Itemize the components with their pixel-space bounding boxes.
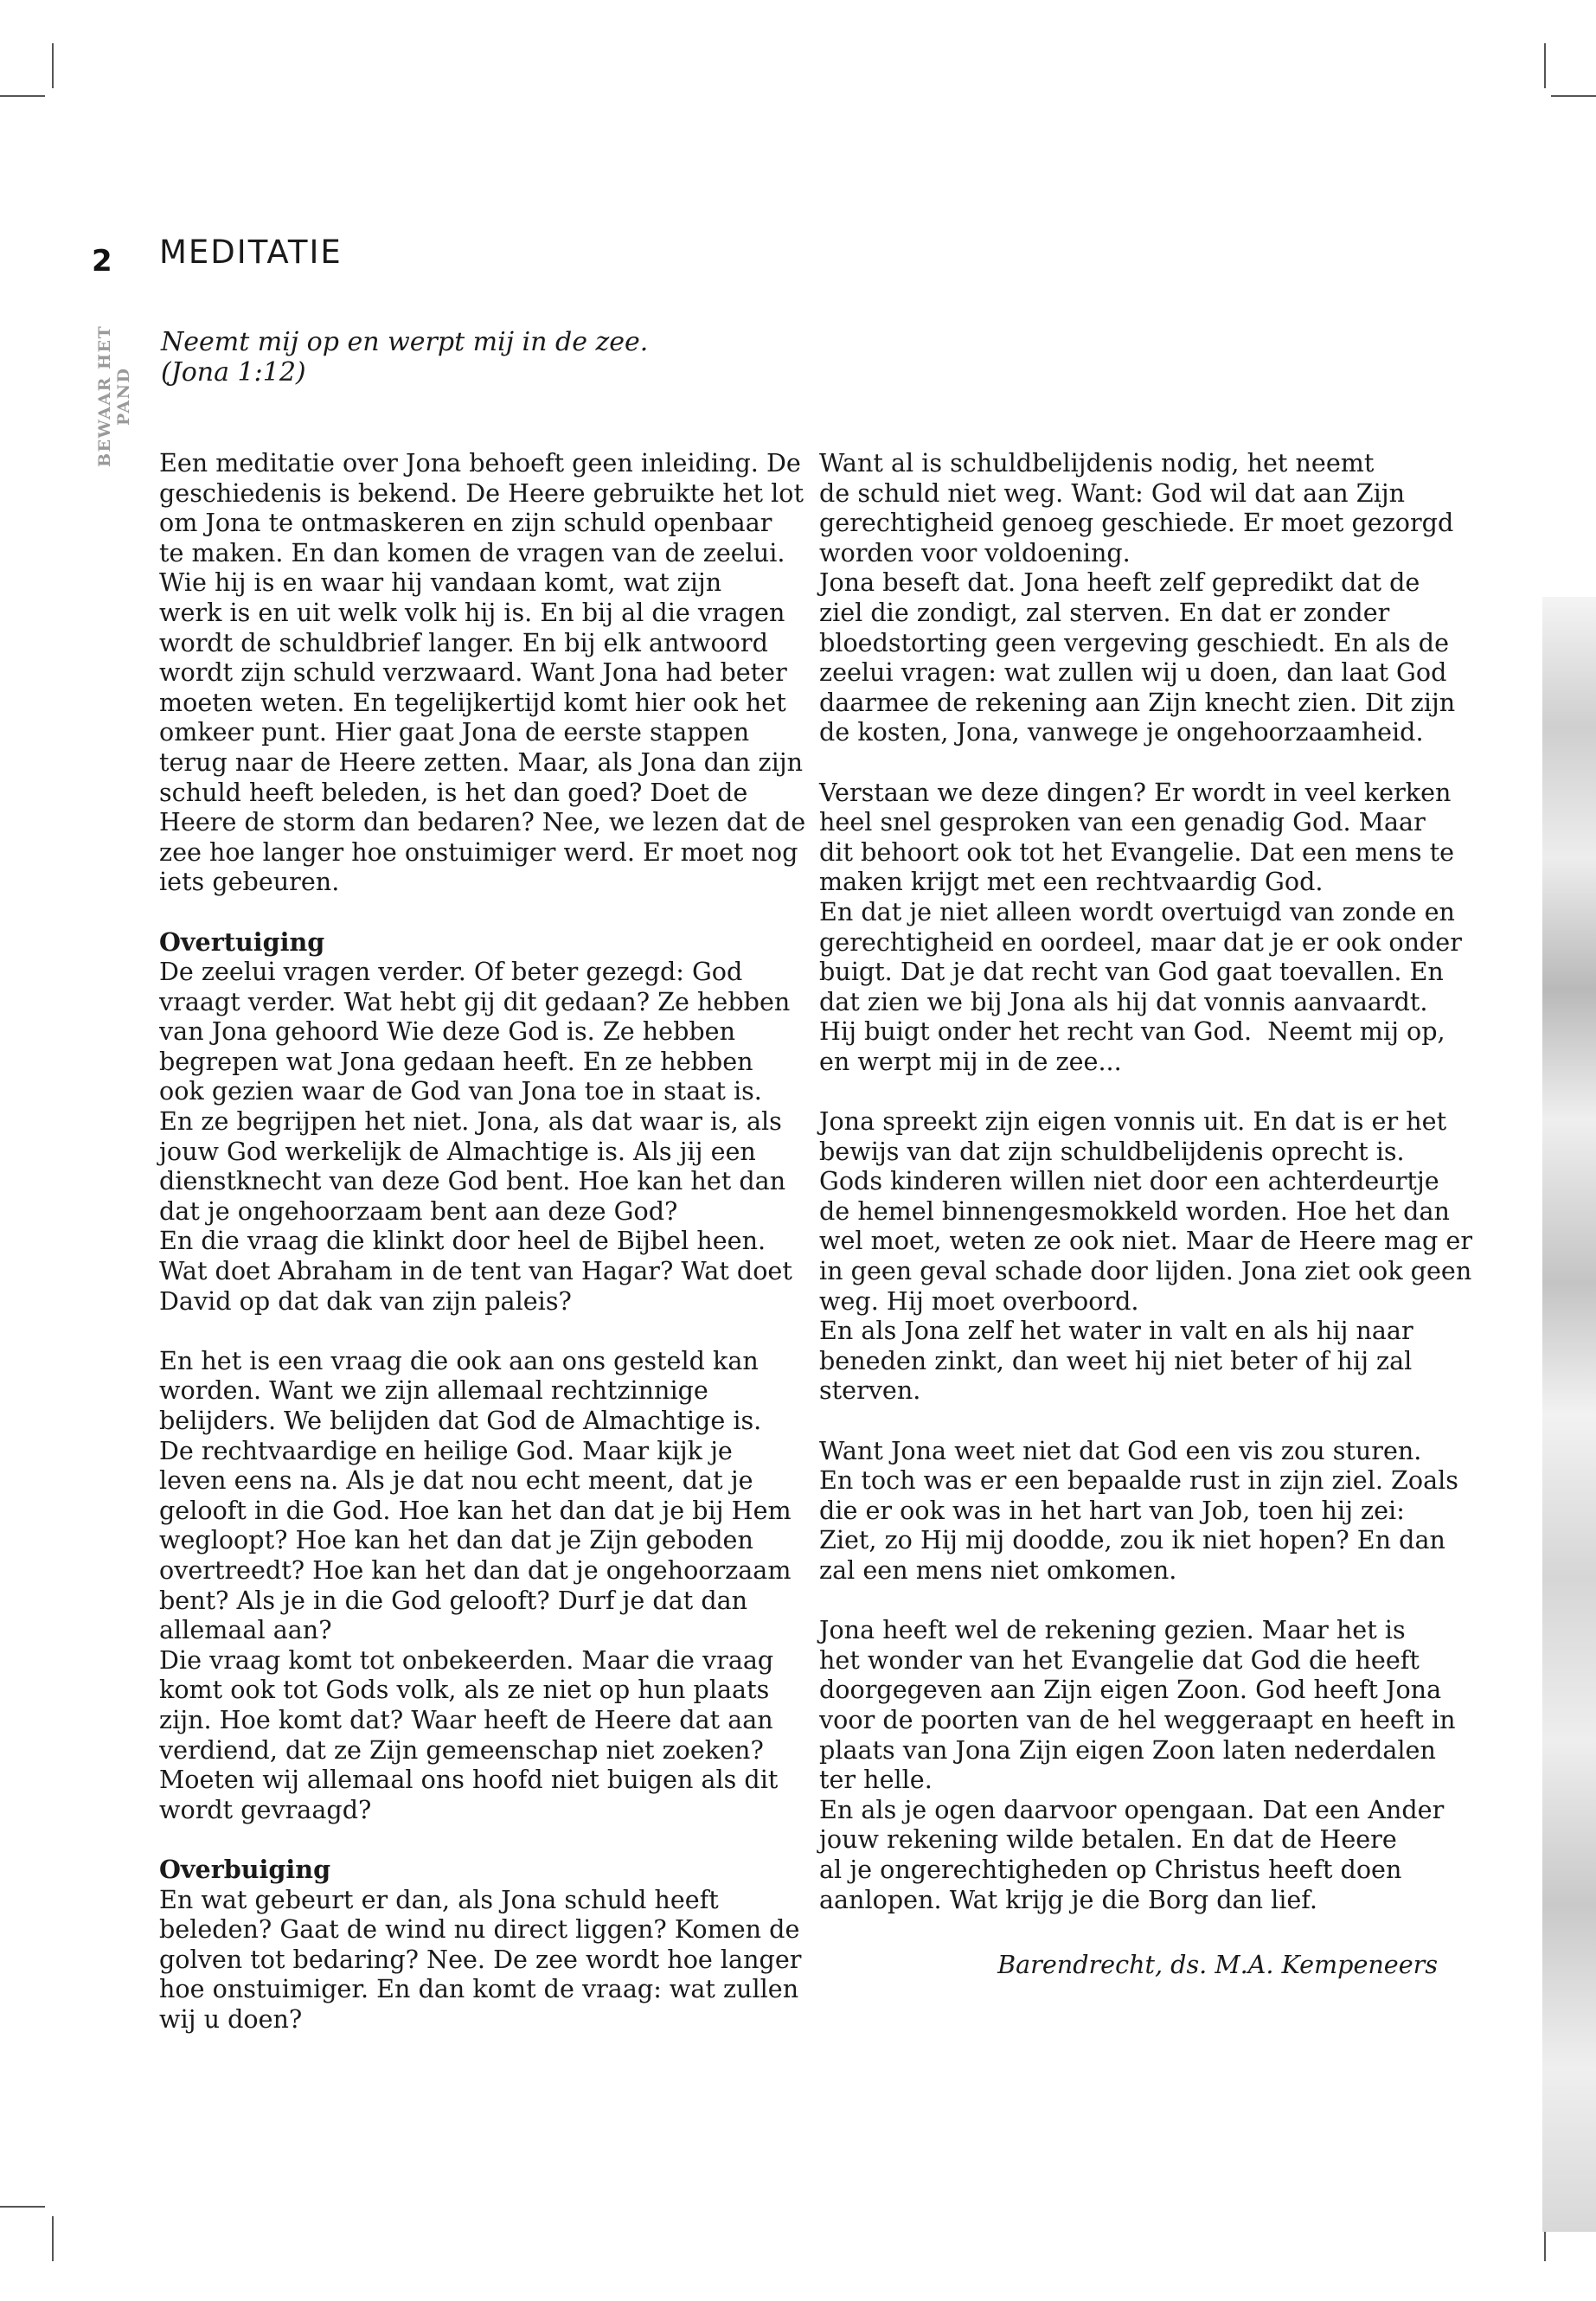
text-line: jouw rekening wilde betalen. En dat de Heere	[819, 1824, 1397, 1855]
text-line: van Jona gehoord Wie deze God is. Ze hebben	[159, 1016, 736, 1047]
text-line: maken krijgt met een rechtvaardig God.	[819, 867, 1324, 897]
text-line: zal een mens niet omkomen.	[819, 1554, 1177, 1585]
crop-mark	[52, 2216, 54, 2261]
text-line: geschiedenis is bekend. De Heere gebruikte het lot	[159, 478, 804, 508]
text-line: De rechtvaardige en heilige God. Maar kijk je	[159, 1435, 733, 1465]
text-line: wordt zijn schuld verzwaard. Want Jona had beter	[159, 657, 787, 688]
text-line: wij u doen?	[159, 2003, 303, 2034]
text-line: David op dat dak van zijn paleis?	[159, 1285, 572, 1316]
text-line: wordt gevraagd?	[159, 1794, 372, 1824]
text-line: gerechtigheid genoeg geschiede. Er moet gezorgd	[819, 508, 1454, 538]
text-line: Wie hij is en waar hij vandaan komt, wat zijn	[159, 567, 722, 598]
text-line: Hij buigt onder het recht van God. Neemt mij op,	[819, 1016, 1445, 1047]
crop-mark	[1551, 95, 1596, 97]
text-line: het wonder van het Evangelie dat God die heeft	[819, 1644, 1420, 1675]
text-line: Want Jona weet niet dat God een vis zou sturen.	[819, 1435, 1422, 1465]
text-line: golven tot bedaring? Nee. De zee wordt hoe langer	[159, 1944, 802, 1974]
text-line: dat zien we bij Jona als hij dat vonnis aanvaardt.	[819, 986, 1428, 1016]
text-line: Een meditatie over Jona behoeft geen inleiding. De	[159, 448, 801, 478]
text-line: jouw God werkelijk de Almachtige is. Als jij een	[159, 1136, 756, 1166]
text-line: En ze begrijpen het niet. Jona, als dat waar is, als	[159, 1106, 782, 1137]
text-line: Jona heeft wel de rekening gezien. Maar het is	[819, 1615, 1406, 1645]
text-line: aanlopen. Wat krijg je die Borg dan lief.	[819, 1884, 1317, 1914]
text-line: komt ook tot Gods volk, als ze niet op hun plaats	[159, 1675, 770, 1705]
text-line: Wat doet Abraham in de tent van Hagar? Wat doet	[159, 1256, 792, 1286]
text-line: En als je ogen daarvoor opengaan. Dat een Ander	[819, 1794, 1445, 1824]
photo-strip	[1542, 597, 1596, 2232]
paragraph-gap	[819, 1076, 1451, 1106]
text-line: te maken. En dan komen de vragen van de zeelui.	[159, 537, 785, 567]
text-line: gerechtigheid en oordeel, maar dat je er ook onder	[819, 926, 1462, 957]
text-line: dat je ongehoorzaam bent aan deze God?	[159, 1195, 678, 1226]
text-line: al je ongerechtigheden op Christus heeft doen	[819, 1854, 1402, 1884]
text-line: zeelui vragen: wat zullen wij u doen, dan laat God	[819, 657, 1447, 688]
text-line: bewijs van dat zijn schuldbelijdenis oprecht is.	[819, 1136, 1405, 1166]
text-line: plaats van Jona Zijn eigen Zoon laten nederdalen	[819, 1734, 1436, 1765]
text-line: bloedstorting geen vergeving geschiedt. En als de	[819, 627, 1450, 657]
text-line: beleden? Gaat de wind nu direct liggen? Komen de	[159, 1914, 800, 1945]
text-line: voor de poorten van de hel weggeraapt en heeft in	[819, 1704, 1456, 1734]
text-line: De zeelui vragen verder. Of beter gezegd: God	[159, 957, 743, 987]
section-heading: Overtuiging	[159, 926, 325, 957]
paragraph-gap	[159, 1316, 791, 1346]
text-line: wegloopt? Hoe kan het dan dat je Zijn geboden	[159, 1525, 753, 1555]
left-column	[159, 448, 806, 2034]
text-line: werk is en uit welk volk hij is. En bij al die vragen	[159, 597, 785, 627]
text-line: hoe onstuimiger. En dan komt de vraag: wat zullen	[159, 1974, 799, 2004]
text-line: En wat gebeurt er dan, als Jona schuld heeft	[159, 1884, 719, 1914]
text-line: En die vraag die klinkt door heel de Bijbel heen.	[159, 1226, 766, 1256]
paragraph-gap	[159, 897, 791, 927]
epigraph-reference: (Jona 1:12)	[161, 357, 306, 388]
text-line: ziel die zondigt, zal sterven. En dat er zonder	[819, 597, 1390, 627]
text-line: overtreedt? Hoe kan het dan dat je ongehoorzaam	[159, 1554, 792, 1585]
page-number: 2	[92, 244, 112, 279]
text-line: zijn. Hoe komt dat? Waar heeft de Heere dat aan	[159, 1704, 773, 1734]
text-line: ook gezien waar de God van Jona toe in staat is.	[159, 1076, 762, 1106]
text-line: de schuld niet weg. Want: God wil dat aan Zijn	[819, 478, 1406, 508]
text-line: zee hoe langer hoe onstuimiger werd. Er moet nog	[159, 836, 798, 867]
text-line: in geen geval schade door lijden. Jona ziet ook geen	[819, 1256, 1472, 1286]
right-column	[819, 448, 1472, 1914]
text-line: Heere de storm dan bedaren? Nee, we lezen dat de	[159, 807, 806, 837]
paragraph-gap	[819, 1406, 1451, 1436]
paragraph-gap	[819, 747, 1451, 778]
text-line: Jona beseft dat. Jona heeft zelf gepredikt dat de	[819, 567, 1420, 598]
signature: Barendrecht, ds. M.A. Kempeneers	[997, 1950, 1438, 1979]
text-line: buigt. Dat je dat recht van God gaat toevallen. En	[819, 957, 1444, 987]
text-line: omkeer punt. Hier gaat Jona de eerste stappen	[159, 717, 750, 747]
text-line: Jona spreekt zijn eigen vonnis uit. En dat is er het	[819, 1106, 1447, 1137]
text-line: belijders. We belijden dat God de Almachtige is.	[159, 1406, 762, 1435]
text-line: worden voor voldoening.	[819, 537, 1131, 567]
text-line: leven eens na. Als je dat nou echt meent, dat je	[159, 1465, 753, 1496]
text-line: Verstaan we deze dingen? Er wordt in veel kerken	[819, 777, 1452, 807]
text-line: worden. Want we zijn allemaal rechtzinnige	[159, 1375, 708, 1406]
text-line: die er ook was in het hart van Job, toen hij zei:	[819, 1495, 1405, 1525]
text-line: bent? Als je in die God gelooft? Durf je dat dan	[159, 1585, 748, 1615]
crop-mark	[0, 2206, 45, 2208]
text-line: En toch was er een bepaalde rust in zijn ziel. Zoals	[819, 1465, 1458, 1496]
text-line: beneden zinkt, dan weet hij niet beter of hij zal	[819, 1345, 1413, 1375]
text-line: weg. Hij moet overboord.	[819, 1285, 1139, 1316]
text-line: daarmee de rekening aan Zijn knecht zien. Dit zijn	[819, 687, 1456, 717]
running-head: BEWAAR HET PAND	[95, 324, 133, 468]
text-line: vraagt verder. Wat hebt gij dit gedaan? Ze hebben	[159, 986, 791, 1016]
text-line: moeten weten. En tegelijkertijd komt hier ook het	[159, 687, 786, 717]
paragraph-gap	[819, 1586, 1451, 1616]
text-line: begrepen wat Jona gedaan heeft. En ze hebben	[159, 1046, 753, 1076]
section-title: MEDITATIE	[159, 234, 343, 271]
text-line: doorgegeven aan Zijn eigen Zoon. God heeft Jona	[819, 1675, 1442, 1705]
text-line: dienstknecht van deze God bent. Hoe kan het dan	[159, 1166, 786, 1196]
text-line: En het is een vraag die ook aan ons gesteld kan	[159, 1345, 759, 1375]
text-line: En als Jona zelf het water in valt en als hij naar	[819, 1316, 1413, 1346]
crop-mark	[52, 43, 54, 88]
crop-mark	[1544, 43, 1546, 88]
section-heading: Overbuiging	[159, 1854, 331, 1884]
text-line: heel snel gesproken van een genadig God. Maar	[819, 807, 1426, 837]
text-line: de hemel binnengesmokkeld worden. Hoe het dan	[819, 1195, 1450, 1226]
paragraph-gap	[159, 1824, 791, 1855]
text-line: wel moet, weten ze ook niet. Maar de Heere mag er	[819, 1226, 1472, 1256]
text-line: Die vraag komt tot onbekeerden. Maar die vraag	[159, 1644, 774, 1675]
text-line: Ziet, zo Hij mij doodde, zou ik niet hopen? En dan	[819, 1525, 1445, 1555]
text-line: verdiend, dat ze Zijn gemeenschap niet zoeken?	[159, 1734, 764, 1765]
text-line: ter helle.	[819, 1765, 933, 1795]
text-line: terug naar de Heere zetten. Maar, als Jona dan zijn	[159, 747, 804, 777]
text-line: allemaal aan?	[159, 1615, 332, 1645]
text-line: om Jona te ontmaskeren en zijn schuld openbaar	[159, 508, 772, 538]
epigraph	[161, 327, 766, 388]
crop-mark	[0, 95, 45, 97]
text-line: sterven.	[819, 1375, 921, 1406]
text-line: de kosten, Jona, vanwege je ongehoorzaamheid.	[819, 717, 1424, 747]
text-line: dit behoort ook tot het Evangelie. Dat een mens te	[819, 836, 1455, 867]
epigraph-quote: Neemt mij op en werpt mij in de zee.	[161, 327, 649, 357]
text-line: En dat je niet alleen wordt overtuigd van zonde en	[819, 896, 1455, 926]
text-line: en werpt mij in de zee...	[819, 1046, 1122, 1076]
text-line: wordt de schuldbrief langer. En bij elk antwoord	[159, 627, 768, 657]
text-line: Gods kinderen willen niet door een achterdeurtje	[819, 1166, 1439, 1196]
text-line: Want al is schuldbelijdenis nodig, het neemt	[819, 448, 1375, 478]
text-line: schuld heeft beleden, is het dan goed? Doet de	[159, 777, 748, 807]
text-line: iets gebeuren.	[159, 867, 340, 897]
text-line: Moeten wij allemaal ons hoofd niet buigen als dit	[159, 1765, 779, 1795]
text-line: gelooft in die God. Hoe kan het dan dat je bij Hem	[159, 1495, 792, 1525]
